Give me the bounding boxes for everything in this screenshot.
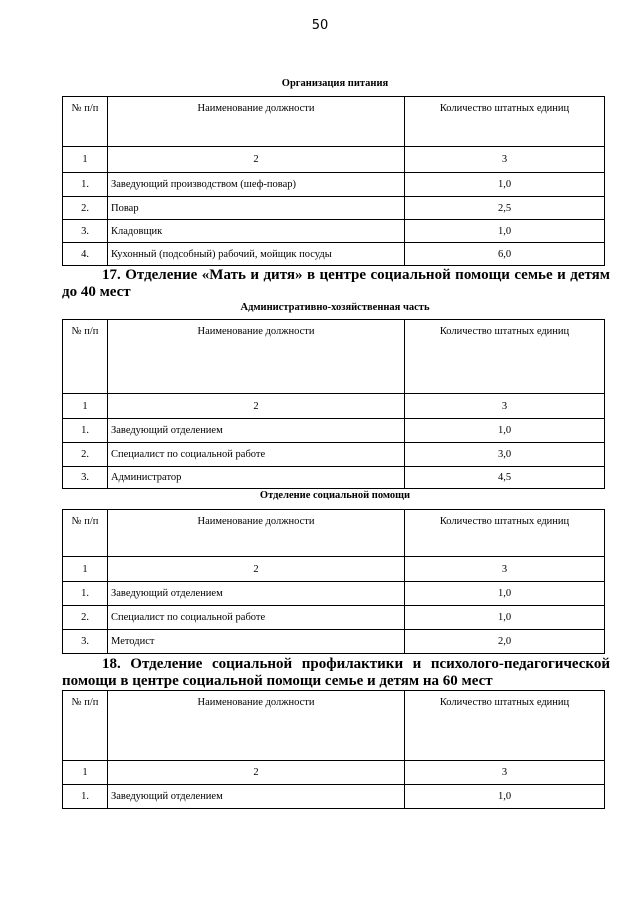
row-count: 1,0: [405, 173, 605, 197]
header-count: Количество штатных единиц: [405, 510, 605, 557]
header-name: Наименование должности: [108, 320, 405, 394]
table-row: [63, 443, 605, 467]
row-number: 3.: [63, 467, 108, 489]
numbering-cell: 3: [405, 147, 605, 173]
table-row: [63, 606, 605, 630]
header-num: № п/п: [63, 510, 108, 557]
row-position: Повар: [108, 197, 405, 220]
table-section-18: [62, 690, 605, 809]
row-count: 2,5: [405, 197, 605, 220]
row-number: 2.: [63, 443, 108, 467]
row-position: Специалист по социальной работе: [108, 443, 405, 467]
row-number: 1.: [63, 785, 108, 809]
header-name: Наименование должности: [108, 97, 405, 147]
numbering-cell: 2: [108, 761, 405, 785]
header-name: Наименование должности: [108, 691, 405, 761]
numbering-row: [63, 761, 605, 785]
table-header-row: [63, 320, 605, 394]
row-number: 2.: [63, 606, 108, 630]
row-count: 2,0: [405, 630, 605, 654]
row-count: 1,0: [405, 419, 605, 443]
table-social: [62, 509, 605, 654]
row-number: 3.: [63, 630, 108, 654]
row-position: Администратор: [108, 467, 405, 489]
row-count: 1,0: [405, 606, 605, 630]
row-count: 6,0: [405, 243, 605, 266]
numbering-cell: 3: [405, 394, 605, 419]
table-row: [63, 785, 605, 809]
section-17-heading: 17. Отделение «Мать и дитя» в центре социальной помощи семье и детям до 40 мест: [62, 267, 610, 300]
header-count: Количество штатных единиц: [405, 320, 605, 394]
header-count: Количество штатных единиц: [405, 691, 605, 761]
row-position: Заведующий производством (шеф-повар): [108, 173, 405, 197]
header-num: № п/п: [63, 320, 108, 394]
table-row: [63, 419, 605, 443]
numbering-row: [63, 394, 605, 419]
numbering-cell: 1: [63, 394, 108, 419]
row-number: 3.: [63, 220, 108, 243]
row-count: 4,5: [405, 467, 605, 489]
table-row: [63, 582, 605, 606]
numbering-cell: 1: [63, 761, 108, 785]
table-row: [63, 220, 605, 243]
numbering-row: [63, 557, 605, 582]
table-row: [63, 197, 605, 220]
caption-admin: Административно-хозяйственная часть: [240, 302, 430, 313]
row-number: 1.: [63, 419, 108, 443]
row-count: 3,0: [405, 443, 605, 467]
row-position: Заведующий отделением: [108, 419, 405, 443]
caption-social: Отделение социальной помощи: [259, 490, 411, 501]
section-18-heading: 18. Отделение социальной профилактики и психолого-педагогической помощи в центре социальной помощи семье и детям на 60 мест: [62, 656, 610, 689]
row-count: 1,0: [405, 220, 605, 243]
row-position: Заведующий отделением: [108, 582, 405, 606]
row-number: 1.: [63, 173, 108, 197]
numbering-cell: 2: [108, 147, 405, 173]
numbering-row: [63, 147, 605, 173]
row-number: 4.: [63, 243, 108, 266]
row-number: 1.: [63, 582, 108, 606]
page-number: 50: [311, 18, 329, 33]
header-count: Количество штатных единиц: [405, 97, 605, 147]
table-row: [63, 243, 605, 266]
table-row: [63, 630, 605, 654]
numbering-cell: 3: [405, 761, 605, 785]
header-name: Наименование должности: [108, 510, 405, 557]
row-position: Заведующий отделением: [108, 785, 405, 809]
table-row: [63, 467, 605, 489]
table-header-row: [63, 97, 605, 147]
header-num: № п/п: [63, 97, 108, 147]
row-count: 1,0: [405, 785, 605, 809]
row-position: Кухонный (подсобный) рабочий, мойщик посуды: [108, 243, 405, 266]
header-num: № п/п: [63, 691, 108, 761]
row-count: 1,0: [405, 582, 605, 606]
caption-nutrition: Организация питания: [281, 78, 389, 89]
numbering-cell: 2: [108, 557, 405, 582]
table-header-row: [63, 510, 605, 557]
row-position: Методист: [108, 630, 405, 654]
row-position: Специалист по социальной работе: [108, 606, 405, 630]
table-admin: [62, 319, 605, 489]
row-number: 2.: [63, 197, 108, 220]
table-nutrition: [62, 96, 605, 266]
table-header-row: [63, 691, 605, 761]
numbering-cell: 3: [405, 557, 605, 582]
numbering-cell: 1: [63, 557, 108, 582]
table-row: [63, 173, 605, 197]
numbering-cell: 2: [108, 394, 405, 419]
numbering-cell: 1: [63, 147, 108, 173]
row-position: Кладовщик: [108, 220, 405, 243]
